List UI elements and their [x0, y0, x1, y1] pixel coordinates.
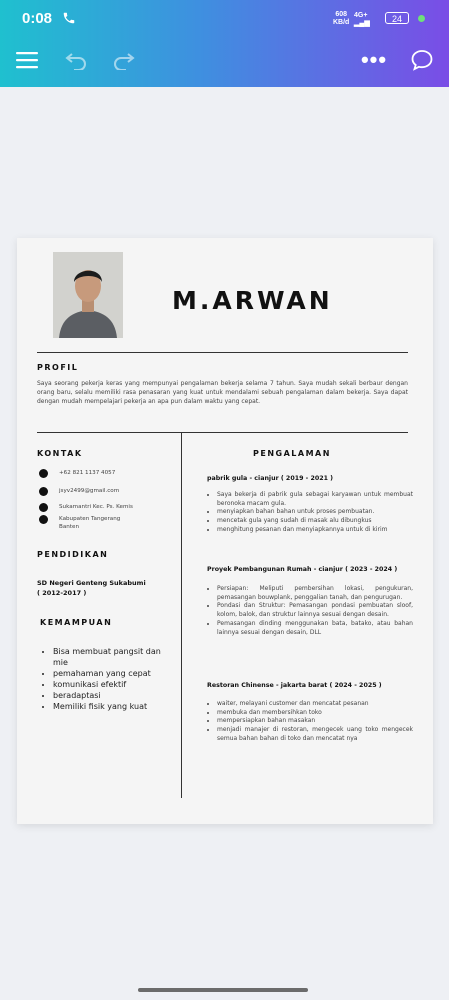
kontak-heading: KONTAK: [37, 449, 83, 458]
job-bullet: • menyiapkan bahan bahan untuk proses pembuatan.: [217, 508, 413, 517]
profile-photo: [53, 252, 123, 338]
signal-indicator: 4G+ ▂▄▆: [354, 12, 370, 27]
skills-list: [43, 646, 173, 712]
contact-address-extra: Banten: [59, 524, 79, 530]
job-bullet: • Saya bekerja di pabrik gula sebagai karyawan untuk membuat beronoka macam gula.: [217, 491, 413, 508]
contact-location: [39, 503, 133, 512]
job-bullets: [209, 700, 413, 744]
gesture-home-bar[interactable]: [138, 988, 308, 992]
school-name: SD Negeri Genteng Sukabumi: [37, 579, 146, 587]
network-speed: [333, 11, 349, 27]
skill-item: • pemahaman yang cepat: [53, 668, 173, 679]
skill-item: • Bisa membuat pangsit dan mie: [53, 646, 173, 668]
signal-label: 4G+: [354, 12, 368, 19]
profil-text: Saya seorang pekerja keras yang mempunyai pengalaman bekerja selama 7 tahun. Saya mudah sekali berbaur dengan orang baru, selalu memiliki rasa penasaran yang kuat untuk mendalami sebuah pengalaman dalam bekerja. Saya dapat dengan mudah mempelajari pekerja an apa pun dalam waktu yang cepat.: [37, 380, 408, 405]
notification-dot: [418, 15, 425, 22]
redo-icon[interactable]: [110, 46, 138, 74]
net-speed-unit: KB/d: [333, 19, 350, 26]
skill-item: • komunikasi efektif: [53, 679, 173, 690]
profil-heading: PROFIL: [37, 363, 79, 372]
job-title: Proyek Pembangunan Rumah - cianjur ( 2023 - 2024 ): [207, 566, 398, 573]
job-bullets: [209, 585, 413, 637]
net-speed-value: 608: [335, 11, 348, 18]
more-icon[interactable]: •••: [360, 47, 388, 72]
resume-document[interactable]: [17, 238, 433, 824]
contact-location-text: Sukamantri Kec. Ps. Kemis: [59, 504, 133, 510]
phone-icon: [39, 469, 48, 478]
job-bullet: • waiter, melayani customer dan mencatat pesanan: [217, 700, 413, 709]
battery-icon: [385, 12, 409, 24]
job-bullets: [209, 491, 413, 535]
school-years: ( 2012-2017 ): [37, 589, 87, 597]
contact-address-text: Kabupaten Tangerang: [59, 516, 121, 522]
comment-icon[interactable]: [408, 46, 436, 74]
job-title: pabrik gula - cianjur ( 2019 - 2021 ): [207, 475, 334, 482]
status-time: 0:08: [22, 10, 53, 27]
job-bullet: • Pemasangan dinding menggunakan bata, batako, atau bahan lainnya sesuai dengan desain, DLL: [217, 620, 413, 637]
job-bullet: • menghitung pesanan dan menyiapkannya untuk di kirim: [217, 526, 413, 535]
battery-level: 24: [391, 14, 402, 24]
job-bullet: • mempersiapkan bahan masakan: [217, 717, 413, 726]
contact-phone-text: +62 821 1137 4057: [59, 470, 116, 476]
candidate-name: M.ARWAN: [172, 286, 333, 315]
contact-address: [39, 515, 120, 524]
contact-email: [39, 487, 119, 496]
app-header: [0, 0, 449, 87]
contact-email-text: jsyv2499@gmail.com: [59, 488, 120, 494]
column-divider: [181, 432, 182, 798]
home-icon: [39, 515, 48, 524]
job-bullet: • Pondasi dan Struktur: Pemasangan pondasi pembuatan sloof, kolom, balok, dan struktur lainnya sesuai dengan desain.: [217, 602, 413, 619]
undo-icon[interactable]: [62, 46, 90, 74]
skill-item: • beradaptasi: [53, 690, 173, 701]
status-bar: [0, 8, 449, 32]
job-bullet: • membuka dan membersihkan toko: [217, 709, 413, 718]
skill-item: • Memiliki fisik yang kuat: [53, 701, 173, 712]
pendidikan-heading: PENDIDIKAN: [37, 550, 109, 559]
job-title: Restoran Chinense - jakarta barat ( 2024 - 2025 ): [207, 682, 382, 689]
contact-phone: [39, 469, 115, 478]
location-icon: [39, 503, 48, 512]
job-bullet: • mencetak gula yang sudah di masak alu dibungkus: [217, 517, 413, 526]
email-icon: [39, 487, 48, 496]
hamburger-icon[interactable]: [14, 46, 40, 74]
job-bullet: • Persiapan: Meliputi pembersihan lokasi, pengukuran, pemasangan bouwplank, penggalian tanah, dan pengurugan.: [217, 585, 413, 602]
kemampuan-heading: KEMAMPUAN: [40, 618, 113, 627]
divider: [37, 352, 408, 353]
job-bullet: • menjadi manajer di restoran, mengecek uang toko mengecek semua bahan bahan di toko dan mencatat nya: [217, 726, 413, 743]
call-icon: [62, 11, 76, 25]
pengalaman-heading: PENGALAMAN: [253, 449, 331, 458]
divider: [37, 432, 408, 433]
